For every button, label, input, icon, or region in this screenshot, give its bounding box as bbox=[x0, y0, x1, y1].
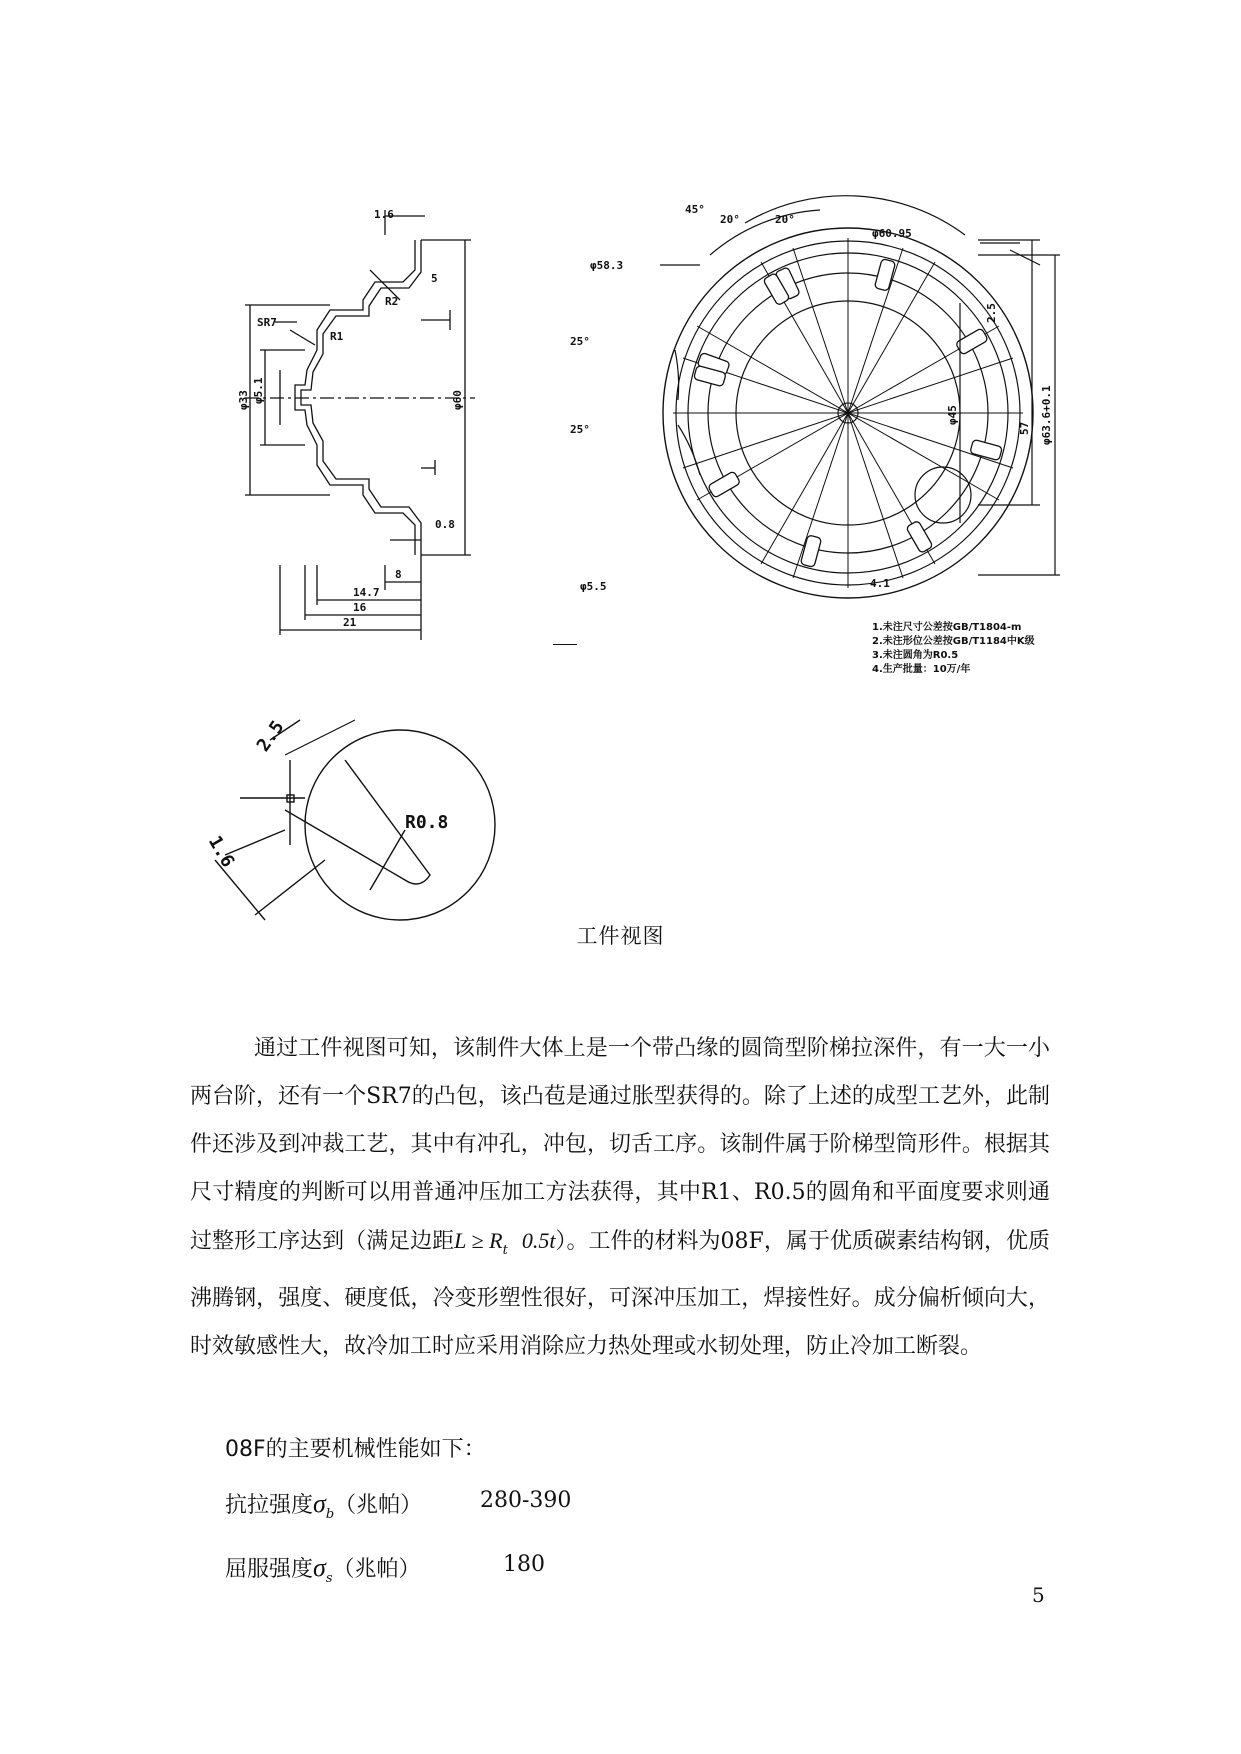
dim-d5-5: φ5.5 bbox=[580, 580, 607, 593]
dim-angle-25-top: 25° bbox=[570, 335, 590, 348]
dim-d63-6: φ63.6+0.1 bbox=[1040, 385, 1053, 445]
dim-r2: R2 bbox=[385, 295, 399, 308]
dim-4-1: 4.1 bbox=[870, 577, 890, 590]
yield-symbol: σ bbox=[313, 1553, 326, 1582]
tensile-strength-row bbox=[225, 1488, 572, 1522]
dim-8: 8 bbox=[395, 568, 402, 581]
dim-r1: R1 bbox=[330, 330, 344, 343]
top-view-drawing bbox=[570, 195, 1100, 675]
yield-label: 屈服强度 bbox=[225, 1557, 314, 1582]
divider-dash bbox=[553, 644, 577, 645]
dim-angle-25-bottom: 25° bbox=[570, 423, 590, 436]
tensile-symbol: σ bbox=[313, 1489, 326, 1518]
dim-flange-step: 5 bbox=[431, 272, 438, 285]
formula-rhs: 0.5t bbox=[521, 1228, 556, 1253]
yield-value: 180 bbox=[503, 1552, 545, 1577]
note-4: 4.生产批量：10万/年 bbox=[872, 664, 971, 675]
dim-14-7: 14.7 bbox=[353, 586, 380, 599]
properties-heading bbox=[225, 1432, 486, 1463]
dim-d58-3: φ58.3 bbox=[590, 259, 624, 272]
dim-d45: φ45 bbox=[946, 405, 959, 425]
dim-sr7: SR7 bbox=[257, 316, 277, 329]
detail-dim-2-5: 2.5 bbox=[252, 716, 289, 756]
paragraph-text-b: ）。工件的材料为08F，属于优质碳素结构钢，优质沸腾钢，强度、硬度低，冷变形塑性很好，可深冲压加工，焊接性好。成分偏析倾向大，时效敏感性大，故冷加工时应采用消除应力热处理或水韧处理，防止冷加工断裂。 bbox=[190, 1229, 1050, 1359]
heading-text: 的主要机械性能如下： bbox=[265, 1437, 486, 1462]
dim-0-8: 0.8 bbox=[435, 518, 455, 531]
yield-unit: （兆帕） bbox=[332, 1557, 421, 1582]
drawing-notes bbox=[872, 620, 1092, 678]
page-number: 5 bbox=[1032, 1583, 1045, 1607]
tensile-label: 抗拉强度 bbox=[225, 1493, 314, 1518]
dim-57: 57 bbox=[1018, 421, 1031, 435]
dim-2-5: 2.5 bbox=[985, 303, 998, 323]
tensile-value: 280-390 bbox=[480, 1488, 572, 1513]
detail-view-drawing bbox=[203, 716, 505, 940]
tensile-subscript: b bbox=[325, 1507, 335, 1522]
paragraph-text-a: 通过工件视图可知，该制件大体上是一个带凸缘的圆筒型阶梯拉深件，有一大一小两台阶，还有一个SR7的凸包，该凸苞是通过胀型获得的。除了上述的成型工艺外，此制件还涉及到冲裁工艺，其中有冲孔，冲包，切舌工序。该制件属于阶梯型筒形件。根据其尺寸精度的判断可以用普通冲压加工方法获得，其中R1、R0.5的圆角和平面度要求则通过整形工序达到（满足边距 bbox=[190, 1036, 1050, 1254]
tensile-unit: （兆帕） bbox=[334, 1493, 423, 1518]
dim-thickness: 1.6 bbox=[374, 208, 394, 221]
dim-16: 16 bbox=[353, 601, 367, 614]
side-section-drawing bbox=[235, 210, 565, 680]
dim-d33: φ33 bbox=[237, 390, 250, 410]
note-2: 2.未注形位公差按GB/T1184中K级 bbox=[872, 636, 1035, 647]
body-paragraph bbox=[190, 1025, 1050, 1371]
formula-sub: t bbox=[502, 1243, 508, 1258]
note-3: 3.未注圆角为R0.5 bbox=[872, 650, 959, 661]
dim-d60: φ60 bbox=[451, 390, 464, 410]
detail-dim-1-6: 1.6 bbox=[203, 832, 239, 871]
detail-dim-r0-8: R0.8 bbox=[405, 812, 449, 833]
yield-strength-row bbox=[225, 1552, 545, 1586]
dim-21: 21 bbox=[343, 616, 357, 629]
dim-d5-1: φ5.1 bbox=[252, 377, 265, 404]
formula-lhs: L ≥ R bbox=[454, 1228, 503, 1253]
dim-d60-95: φ60.95 bbox=[872, 227, 912, 240]
note-1: 1.未注尺寸公差按GB/T1804-m bbox=[872, 622, 1022, 633]
yield-subscript: s bbox=[325, 1571, 333, 1586]
dim-angle-45: 45° bbox=[685, 203, 705, 216]
figure-caption: 工件视图 bbox=[576, 924, 665, 948]
dim-angle-20-right: 20° bbox=[775, 213, 795, 226]
dim-angle-20-left: 20° bbox=[720, 213, 740, 226]
material-code: 08F bbox=[225, 1437, 266, 1462]
